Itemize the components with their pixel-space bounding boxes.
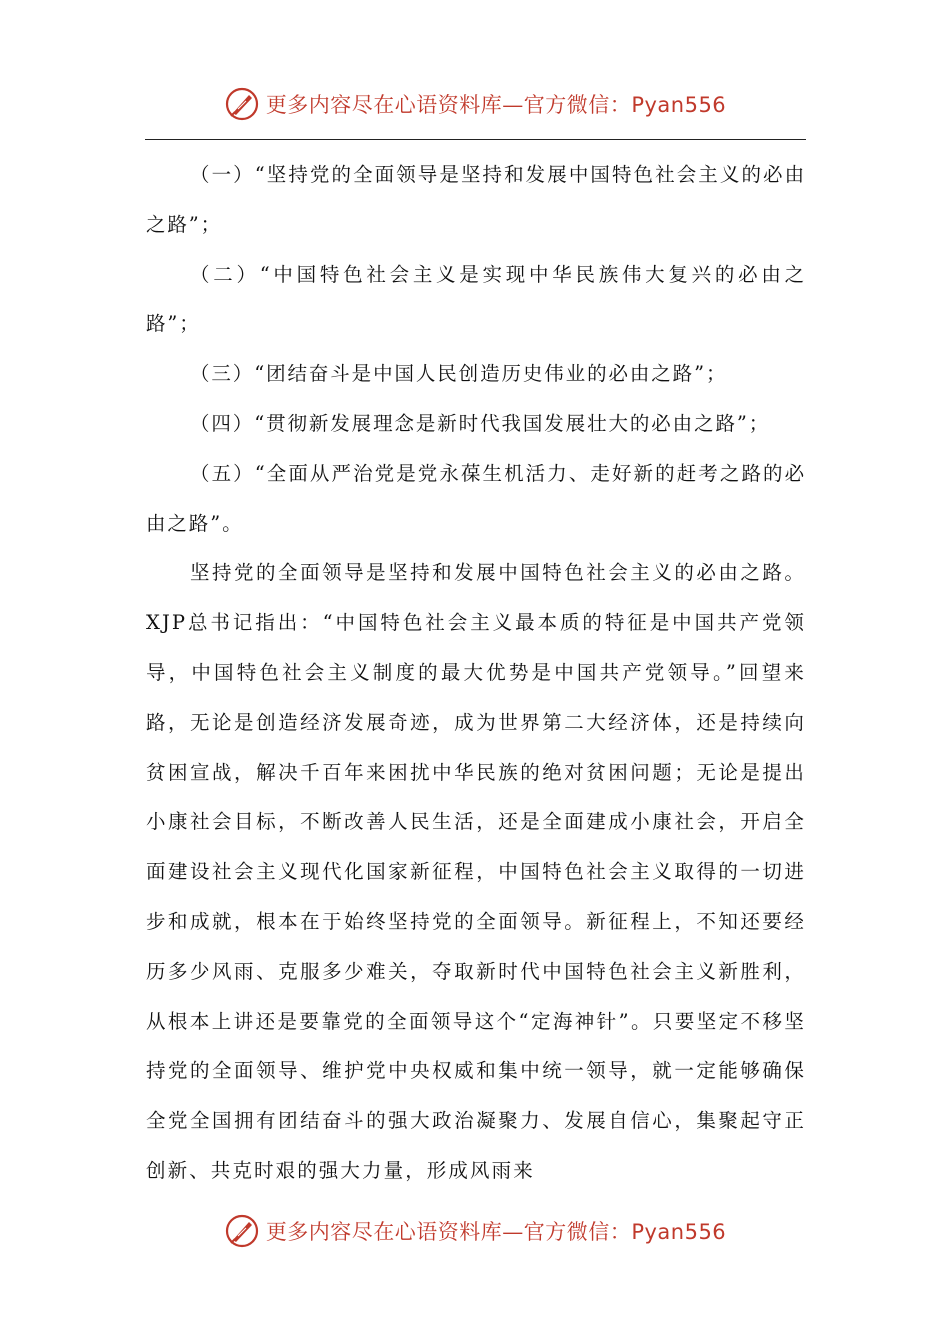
list-item-2: （二）“中国特色社会主义是实现中华民族伟大复兴的必由之路”； <box>146 262 806 336</box>
list-item-5: （五）“全面从严治党是党永葆生机活力、走好新的赶考之路的必由之路”。 <box>146 461 806 535</box>
list-item-4: （四）“贯彻新发展理念是新时代我国发展壮大的必由之路”； <box>190 411 771 435</box>
document-body <box>146 150 806 1196</box>
body-paragraph: 坚持党的全面领导是坚持和发展中国特色社会主义的必由之路。XJP总书记指出：“中国特色社会主义最本质的特征是中国共产党领导，中国特色社会主义制度的最大优势是中国共产党领导。”回望来路，无论是创造经济发展奇迹，成为世界第二大经济体，还是持续向贫困宣战，解决千百年来困扰中华民族的绝对贫困问题；无论是提出小康社会目标，不断改善人民生活，还是全面建成小康社会，开启全面建设社会主义现代化国家新征程，中国特色社会主义取得的一切进步和成就，根本在于始终坚持党的全面领导。新征程上，不知还要经历多少风雨、克服多少难关，夺取新时代中国特色社会主义新胜利，从根本上讲还是要靠党的全面领导这个“定海神针”。只要坚定不移坚持党的全面领导、维护党中央权威和集中统一领导，就一定能够确保全党全国拥有团结奋斗的强大政治凝聚力、发展自信心，集聚起守正创新、共克时艰的强大力量，形成风雨来 <box>146 561 806 1182</box>
list-item-1: （一）“坚持党的全面领导是坚持和发展中国特色社会主义的必由之路”； <box>146 163 806 236</box>
wechat-id: Pyan556 <box>631 93 727 117</box>
footer-watermark-banner <box>0 1211 950 1251</box>
wechat-id: Pyan556 <box>631 1220 727 1244</box>
quill-pen-icon <box>224 86 260 122</box>
header-watermark-banner <box>0 84 950 124</box>
header-divider <box>145 139 806 140</box>
banner-text: 更多内容尽在心语资料库—官方微信：Pyan556 <box>265 93 727 117</box>
banner-text: 更多内容尽在心语资料库—官方微信：Pyan556 <box>265 1220 727 1244</box>
quill-pen-icon <box>224 1213 260 1249</box>
list-item-3: （三）“团结奋斗是中国人民创造历史伟业的必由之路”； <box>190 362 728 386</box>
